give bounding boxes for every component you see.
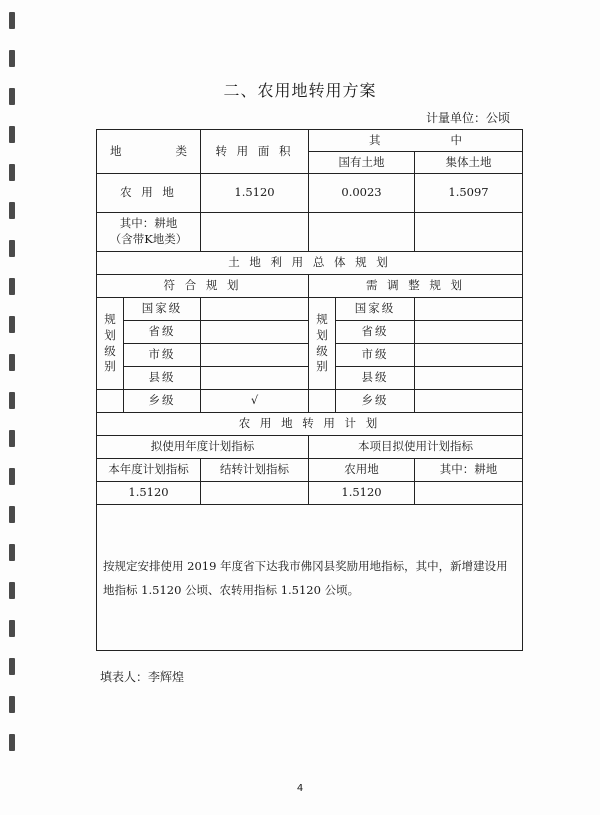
adjust-plan-title: 需 调 整 规 划 (309, 275, 523, 298)
comply-level-national: 国家级 (124, 298, 201, 321)
page-number: 4 (296, 783, 304, 794)
preparer-label: 填表人：李辉煌 (100, 670, 185, 684)
header-of-which: 其 中 (309, 130, 523, 152)
val-agri-land: 1.5120 (309, 482, 415, 505)
comply-level-province: 省级 (124, 321, 201, 344)
adjust-level-blank (309, 390, 336, 413)
land-use-plan-title: 土 地 利 用 总 体 规 划 (97, 252, 523, 275)
adjust-plan-level-label: 规 划 级 别 (309, 298, 336, 390)
col-carryover-quota: 结转计划指标 (201, 459, 309, 482)
comply-mark-township: √ (201, 390, 309, 413)
project-quota-title: 本项目拟使用计划指标 (309, 436, 523, 459)
comply-level-township: 乡级 (124, 390, 201, 413)
col-cultivated-land: 其中：耕地 (415, 459, 523, 482)
agri-land-state-owned: 0.0023 (309, 174, 415, 213)
annual-quota-title: 拟使用年度计划指标 (97, 436, 309, 459)
val-carryover-quota (201, 482, 309, 505)
comply-plan-level-label: 规 划 级 别 (97, 298, 124, 390)
val-current-year-quota: 1.5120 (97, 482, 201, 505)
agri-land-collective: 1.5097 (415, 174, 523, 213)
comply-mark-national (201, 298, 309, 321)
cultivated-land-collective (415, 213, 523, 252)
unit-label: 计量单位：公顷 (425, 111, 510, 125)
conversion-plan-title: 农 用 地 转 用 计 划 (97, 413, 523, 436)
comply-mark-city (201, 344, 309, 367)
header-state-owned: 国有土地 (309, 152, 415, 174)
adjust-level-city: 市级 (336, 344, 415, 367)
adjust-mark-city (415, 344, 523, 367)
comply-level-county: 县级 (124, 367, 201, 390)
header-land-type: 地 类 (97, 130, 201, 174)
adjust-level-township: 乡级 (336, 390, 415, 413)
comply-mark-province (201, 321, 309, 344)
adjust-mark-province (415, 321, 523, 344)
cultivated-land-area (201, 213, 309, 252)
col-agri-land: 农用地 (309, 459, 415, 482)
page-title: 二、农用地转用方案 (223, 81, 377, 100)
comply-mark-county (201, 367, 309, 390)
comply-level-city: 市级 (124, 344, 201, 367)
header-collective: 集体土地 (415, 152, 523, 174)
comply-plan-title: 符 合 规 划 (97, 275, 309, 298)
agri-land-area: 1.5120 (201, 174, 309, 213)
adjust-mark-county (415, 367, 523, 390)
conversion-plan-table (96, 129, 523, 651)
binding-holes (9, 12, 18, 772)
adjust-level-national: 国家级 (336, 298, 415, 321)
adjust-mark-national (415, 298, 523, 321)
adjust-level-county: 县级 (336, 367, 415, 390)
col-current-year-quota: 本年度计划指标 (97, 459, 201, 482)
cultivated-land-state-owned (309, 213, 415, 252)
cultivated-land-label: 其中：耕地 （含带K地类） (97, 213, 201, 252)
adjust-mark-township (415, 390, 523, 413)
adjust-level-province: 省级 (336, 321, 415, 344)
comply-level-blank (97, 390, 124, 413)
note-text: 按规定安排使用 2019 年度省下达我市佛冈县奖励用地指标，其中，新增建设用地指标 1.5120 公顷、农转用指标 1.5120 公顷。 (97, 505, 523, 651)
header-converted-area: 转 用 面 积 (201, 130, 309, 174)
agri-land-label: 农 用 地 (97, 174, 201, 213)
val-cultivated-land (415, 482, 523, 505)
